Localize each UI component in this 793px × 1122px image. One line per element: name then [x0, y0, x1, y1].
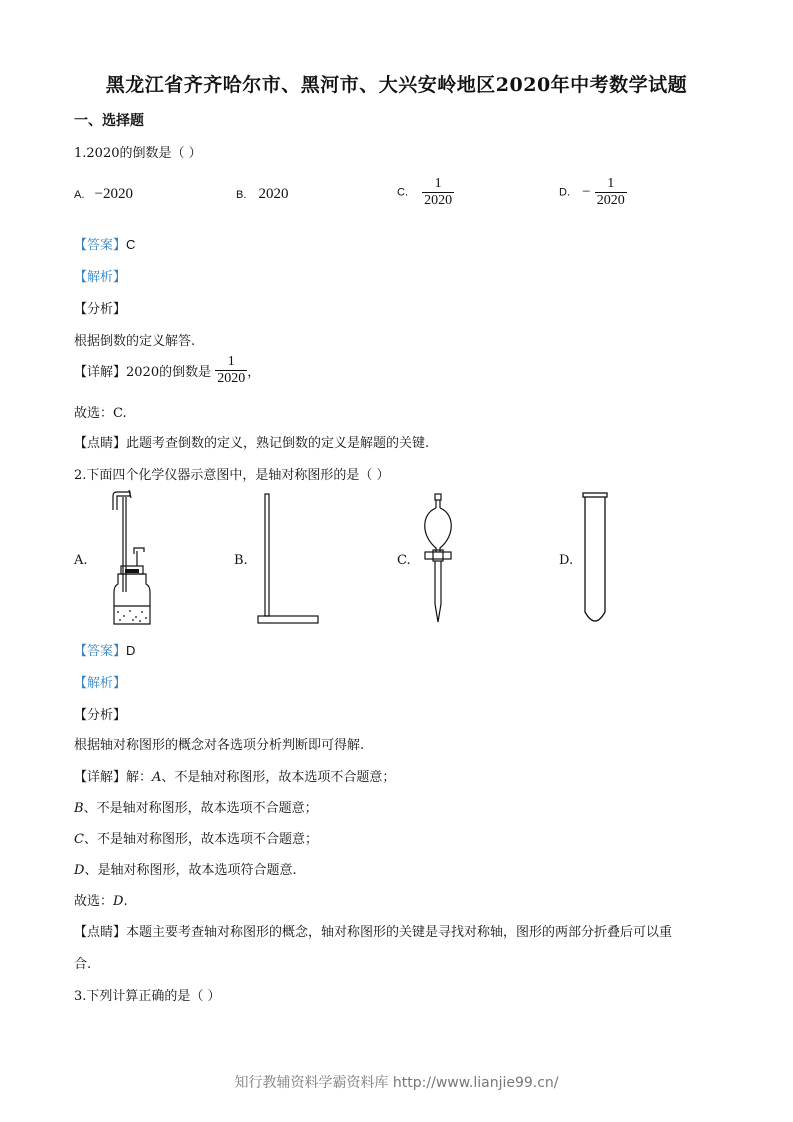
- q1-stem: 1.2020的倒数是（ ）: [74, 146, 202, 161]
- q2-label-d: D.: [559, 553, 574, 568]
- q1-option-a: [74, 186, 133, 203]
- option-label: A.: [74, 189, 85, 201]
- choose-suffix: .: [123, 894, 128, 909]
- answer-value: C: [126, 237, 136, 252]
- option-value: −2020: [94, 186, 134, 202]
- q1-answer: [74, 234, 135, 253]
- comment-text: 此题考查倒数的定义，熟记倒数的定义是解题的关键.: [126, 436, 430, 451]
- q1-option-d: [559, 176, 627, 209]
- q2-comment: [74, 921, 672, 940]
- comment-text: 本题主要考查轴对称图形的概念，轴对称图形的关键是寻找对称轴，图形的两部分折叠后可以重: [126, 925, 673, 940]
- test-tube-drawing: [580, 490, 620, 630]
- page-title: 黑龙江省齐齐哈尔市、黑河市、大兴安岭地区2020年中考数学试题: [105, 74, 688, 96]
- option-letter: C: [74, 832, 84, 847]
- option-label: C.: [397, 186, 408, 199]
- q2-choose: [74, 890, 128, 909]
- fraction-numerator: 1: [227, 354, 235, 369]
- q3-stem: 3.下列计算正确的是（ ）: [74, 989, 221, 1004]
- option-letter: D: [74, 863, 85, 878]
- fraction: [215, 354, 247, 387]
- comment-tag: 【点睛】: [74, 436, 127, 451]
- q2-comment-line2: 合.: [74, 957, 92, 972]
- fraction: [422, 176, 454, 209]
- option-label: D.: [559, 186, 570, 199]
- option-letter: A: [152, 770, 162, 785]
- fraction-denominator: 2020: [217, 371, 246, 386]
- fraction-numerator: 1: [607, 176, 615, 191]
- q2-fenxi-tag: 【分析】: [74, 708, 127, 723]
- choose-prefix: 故选：: [74, 894, 114, 909]
- q1-analysis-tag: 【解析】: [74, 270, 127, 285]
- detail-text: 、是轴对称图形，故本选项符合题意.: [84, 863, 297, 878]
- q2-label-c: C.: [397, 553, 411, 568]
- page-footer: 知行教辅资料学霸资料库 http://www.lianjie99.cn/: [234, 1075, 559, 1091]
- q1-option-b: [236, 186, 289, 203]
- q1-option-c: [397, 176, 454, 209]
- fraction-denominator: 2020: [596, 193, 625, 208]
- fraction-numerator: 1: [434, 176, 442, 191]
- iron-stand-drawing: [254, 490, 324, 630]
- q2-detail-c: [74, 828, 318, 847]
- detail-tag: 【详解】: [74, 770, 127, 785]
- option-letter: D: [113, 894, 124, 909]
- q2-label-b: B.: [234, 553, 248, 568]
- detail-text: 、不是轴对称图形，故本选项不合题意；: [83, 832, 318, 847]
- q1-choose: 故选：C.: [74, 406, 127, 421]
- q2-detail-d: [74, 859, 297, 878]
- gas-bottle-drawing: [100, 488, 160, 628]
- detail-text: 、不是轴对称图形，故本选项不合题意；: [161, 770, 396, 785]
- answer-tag: 【答案】: [74, 238, 127, 253]
- q2-analysis-tag: 【解析】: [74, 676, 127, 691]
- q2-detail-b: [74, 797, 318, 816]
- detail-prefix: 解：: [126, 770, 153, 785]
- q2-answer: [74, 640, 135, 659]
- answer-tag: 【答案】: [74, 644, 127, 659]
- detail-suffix: ，: [247, 365, 261, 380]
- fraction: [595, 176, 627, 209]
- q2-label-a: A.: [74, 553, 88, 568]
- comment-tag: 【点睛】: [74, 925, 127, 940]
- answer-value: D: [126, 643, 136, 658]
- q1-detail: [74, 354, 260, 387]
- q2-fenxi: 根据轴对称图形的概念对各选项分析判断即可得解.: [74, 738, 365, 753]
- option-label: B.: [236, 189, 247, 201]
- minus-sign: −: [582, 184, 591, 200]
- q2-stem: 2.下面四个化学仪器示意图中，是轴对称图形的是（ ）: [74, 468, 390, 483]
- q1-fenxi-tag: 【分析】: [74, 302, 127, 317]
- q1-fenxi: 根据倒数的定义解答.: [74, 334, 196, 349]
- q2-detail-a: [74, 766, 395, 785]
- option-value: 2020: [258, 186, 289, 202]
- detail-text: 2020的倒数是: [126, 365, 212, 380]
- detail-text: 、不是轴对称图形，故本选项不合题意；: [83, 801, 318, 816]
- separatory-funnel-drawing: [415, 490, 465, 630]
- section-heading: 一、选择题: [74, 113, 144, 129]
- detail-tag: 【详解】: [74, 365, 127, 380]
- fraction-denominator: 2020: [424, 193, 453, 208]
- option-letter: B: [74, 801, 84, 816]
- q1-comment: [74, 432, 429, 451]
